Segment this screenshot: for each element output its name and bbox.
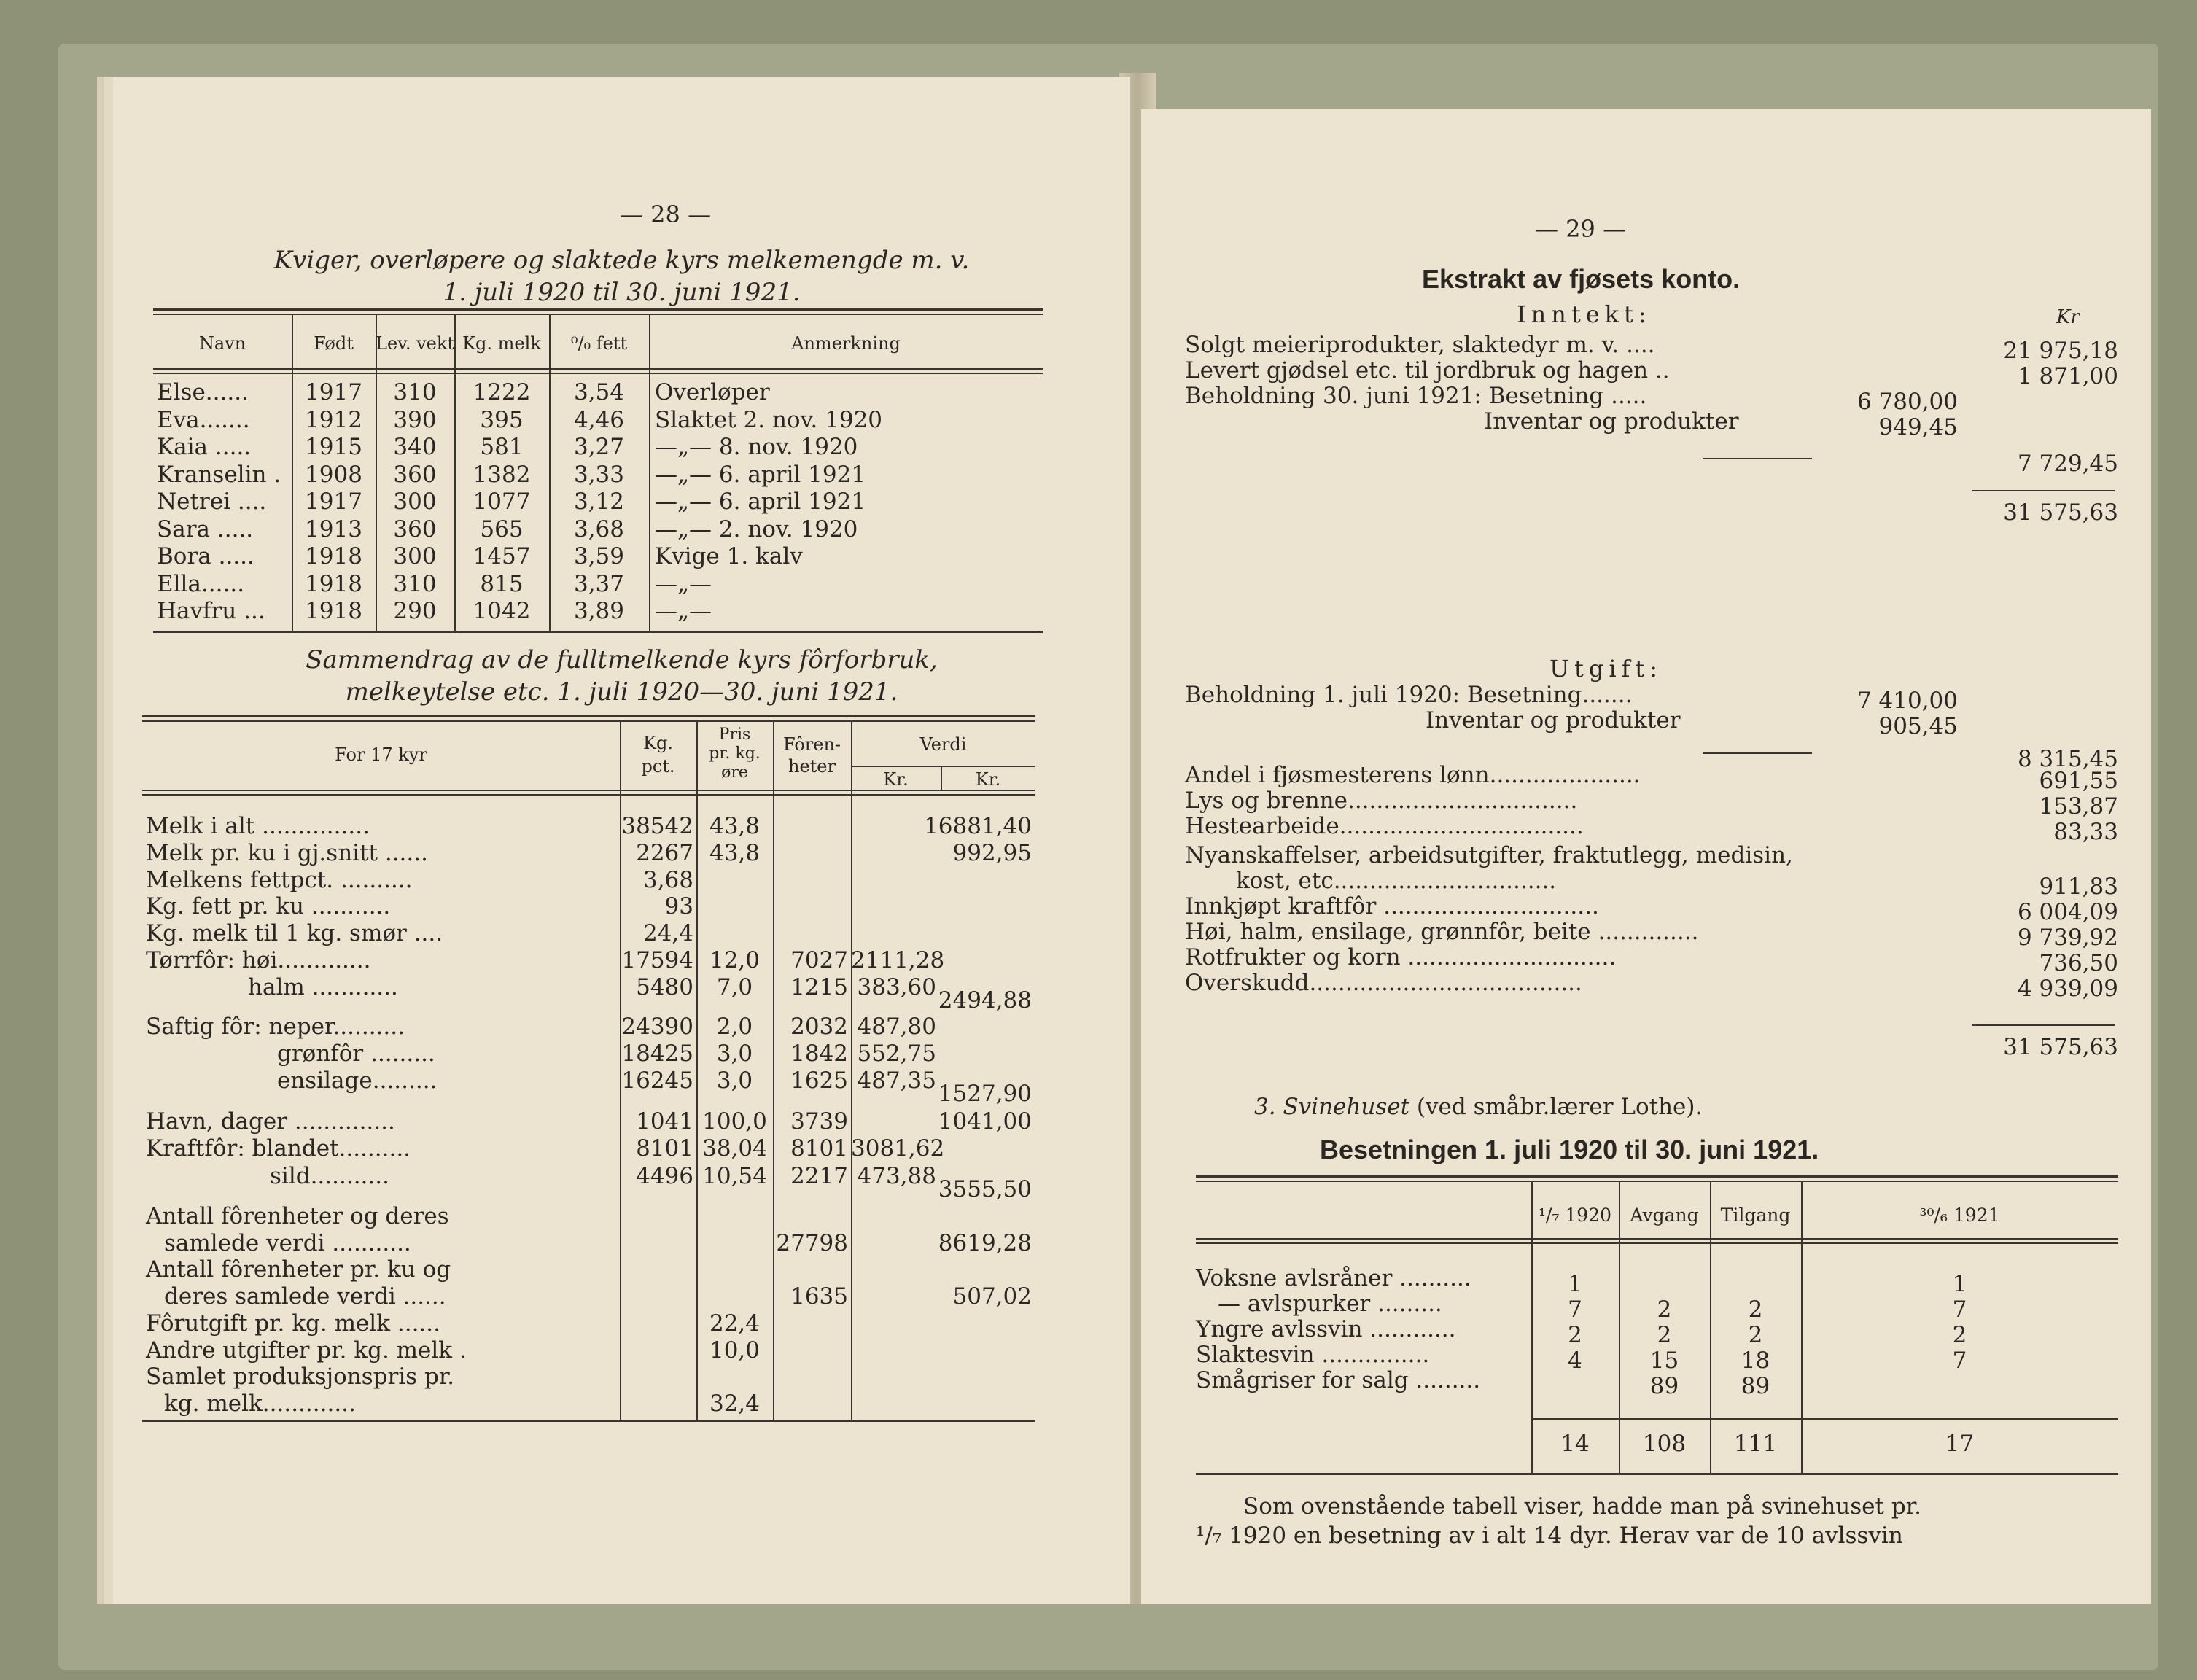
column-header: Født	[314, 333, 354, 354]
table-cell: 487,35	[857, 1068, 936, 1094]
table-cell: 24390	[621, 1014, 693, 1040]
account-label: kost, etc...............................	[1236, 868, 1557, 894]
column-header: Fôren-	[782, 734, 841, 755]
table-cell: 1913	[305, 516, 362, 542]
table-cell: 360	[393, 461, 437, 488]
row-label: deres samlede verdi ......	[164, 1283, 446, 1310]
row-label: Melk pr. ku i gj.snitt ......	[146, 840, 428, 866]
table-rule	[142, 1420, 1035, 1422]
table-cell: Else......	[157, 379, 249, 405]
column-header: For 17 kyr	[335, 744, 427, 765]
account-amount: 4 939,09	[2017, 976, 2118, 1002]
table-cell: 1041	[636, 1108, 693, 1135]
account-label: Andel i fjøsmesterens lønn.....................	[1185, 762, 1641, 788]
table-cell: 4	[1568, 1348, 1582, 1374]
table-cell: 815	[480, 570, 524, 597]
table-rule	[153, 373, 1043, 374]
table-cell: Havfru ...	[157, 598, 265, 624]
table-rule	[153, 631, 1043, 633]
table-cell: 2	[1657, 1296, 1672, 1323]
column-header: ³⁰/₆ 1921	[1919, 1205, 2000, 1226]
total-cell: 14	[1560, 1431, 1590, 1457]
account-label: Solgt meieriprodukter, slaktedyr m. v. ....	[1185, 332, 1655, 358]
page-number: — 29 —	[1535, 215, 1627, 243]
table-cell: —„— 8. nov. 1920	[655, 434, 858, 460]
column-header: Anmerkning	[791, 333, 901, 354]
table-rule	[142, 720, 1035, 722]
column-header: Kr.	[975, 769, 1001, 790]
table-cell: 3,12	[573, 489, 625, 515]
table-cell: 1	[1568, 1271, 1582, 1297]
inntekt-heading: Inntekt:	[1517, 300, 1652, 328]
table-rule	[142, 790, 1035, 791]
table-cell: 93	[664, 893, 693, 919]
table-cell: 18	[1741, 1348, 1770, 1374]
table-cell: Kvige 1. kalv	[655, 543, 803, 569]
row-label: Kg. melk til 1 kg. smør ....	[146, 920, 443, 946]
table-cell: 2494,88	[938, 987, 1032, 1014]
account-amount: 911,83	[2039, 874, 2118, 900]
column-header: Lev. vekt	[376, 333, 455, 354]
table-cell: 3,68	[573, 516, 625, 542]
table-cell: 4,46	[573, 406, 625, 433]
table-cell: Sara .....	[157, 516, 254, 542]
table-cell: 2	[1748, 1296, 1763, 1323]
utgift-heading: Utgift:	[1549, 655, 1663, 682]
account-label: Beholdning 30. juni 1921: Besetning .....	[1185, 383, 1647, 409]
section3-heading	[1254, 1094, 1702, 1120]
table-cell: 2032	[790, 1014, 848, 1040]
table-cell: 10,0	[709, 1337, 761, 1364]
table-cell: 7	[1952, 1296, 1967, 1323]
table-cell: Overløper	[655, 379, 770, 405]
table-cell: 310	[393, 379, 437, 405]
table3-title: Besetningen 1. juli 1920 til 30. juni 1921.	[1320, 1135, 1819, 1164]
table-rule	[1196, 1473, 2118, 1475]
row-label: halm ............	[248, 974, 398, 1000]
sum-rule	[1972, 490, 2115, 491]
table-cell: 3,89	[573, 598, 625, 624]
total-cell: 17	[1945, 1431, 1975, 1457]
table-cell: 2	[1657, 1322, 1672, 1348]
account-label: Inventar og produkter	[1484, 408, 1739, 435]
column-header: Kg.	[643, 733, 673, 753]
account-label: Hestearbeide..................................	[1185, 813, 1584, 839]
table-cell: 3,27	[573, 434, 625, 460]
table-cell: 1215	[790, 974, 848, 1000]
table-cell: 1625	[790, 1068, 848, 1094]
table-cell: 3,0	[716, 1041, 753, 1067]
table-cell: 7	[1568, 1296, 1582, 1323]
table-cell: 1915	[305, 434, 362, 460]
table-cell: 395	[480, 406, 524, 433]
row-label: Antall fôrenheter pr. ku og	[146, 1256, 451, 1283]
table-cell: 565	[480, 516, 524, 542]
table-cell: 10,54	[702, 1163, 767, 1189]
table-rule	[153, 368, 1043, 370]
table-cell: 5480	[636, 974, 693, 1000]
table-cell: 1918	[305, 570, 362, 597]
table-cell: 1912	[305, 406, 362, 433]
table-cell: 1917	[305, 489, 362, 515]
table-cell: 1457	[473, 543, 531, 569]
table-cell: 89	[1741, 1373, 1770, 1399]
table-cell: 2111,28	[851, 947, 945, 973]
table-cell: 27798	[776, 1230, 848, 1256]
table-rule	[1196, 1238, 2118, 1240]
table-cell: Kaia .....	[157, 434, 252, 460]
table-cell: 3,59	[573, 543, 625, 569]
account-amount: 691,55	[2039, 768, 2118, 794]
table-cell: 2	[1952, 1322, 1967, 1348]
column-header: Kg. melk	[462, 333, 541, 354]
table-cell: 12,0	[709, 947, 761, 973]
table-cell: 3,0	[716, 1068, 753, 1094]
column-header: pr. kg.	[709, 744, 761, 763]
row-label: Andre utgifter pr. kg. melk .	[146, 1337, 467, 1364]
sum-rule	[1703, 752, 1812, 754]
account-amount: 1 871,00	[2017, 363, 2118, 389]
table-cell: 8101	[636, 1135, 693, 1162]
account-label: Inventar og produkter	[1426, 707, 1681, 734]
account-subtotal: 905,45	[1878, 713, 1958, 739]
row-label: Melkens fettpct. ..........	[146, 867, 413, 893]
table-cell: 1041,00	[938, 1108, 1032, 1135]
table-cell: 3739	[790, 1108, 848, 1135]
table2-title-line2: melkeytelse etc. 1. juli 1920—30. juni 1921.	[345, 677, 898, 707]
table-cell: Ella......	[157, 570, 245, 597]
table-cell: 3,33	[573, 461, 625, 488]
table-cell: Bora .....	[157, 543, 254, 569]
table-cell: 290	[393, 598, 437, 624]
account-title: Ekstrakt av fjøsets konto.	[1422, 264, 1741, 294]
table-cell: 487,80	[857, 1014, 936, 1040]
account-total: 31 575,63	[2003, 499, 2118, 526]
table-cell: 3,54	[573, 379, 625, 405]
column-header: ⁰/₀ fett	[570, 333, 628, 354]
column-header: Navn	[198, 333, 246, 354]
column-header: heter	[788, 756, 836, 777]
row-label: sild...........	[270, 1163, 389, 1189]
table-cell: 1042	[473, 598, 531, 624]
account-subtotal: 949,45	[1878, 414, 1958, 440]
table-cell: 17594	[621, 947, 693, 973]
table-rule	[1196, 1175, 2118, 1178]
row-label: Yngre avlssvin ............	[1196, 1316, 1456, 1342]
account-label: Levert gjødsel etc. til jordbruk og hagen ..	[1185, 357, 1670, 384]
table-cell: 16245	[621, 1068, 693, 1094]
table-cell: 1918	[305, 598, 362, 624]
table-cell: 1635	[790, 1283, 848, 1310]
table-cell: 1527,90	[938, 1081, 1032, 1107]
table-cell: 1842	[790, 1041, 848, 1067]
account-label: Beholdning 1. juli 1920: Besetning.......	[1185, 682, 1633, 708]
account-amount: 9 739,92	[2017, 925, 2118, 951]
table-cell: 8101	[790, 1135, 848, 1162]
row-label: Antall fôrenheter og deres	[146, 1203, 449, 1229]
table-rule	[153, 308, 1043, 311]
row-label: Saftig fôr: neper..........	[146, 1014, 405, 1040]
table-cell: 32,4	[709, 1391, 761, 1417]
table-cell: 22,4	[709, 1310, 761, 1337]
table-cell: 390	[393, 406, 437, 433]
table-cell: 2217	[790, 1163, 848, 1189]
table-cell: 992,95	[952, 840, 1032, 866]
table-rule	[851, 766, 1035, 767]
table-cell: 2,0	[716, 1014, 753, 1040]
table-cell: 38,04	[702, 1135, 767, 1162]
table-cell: 100,0	[702, 1108, 767, 1135]
table-cell: 2267	[636, 840, 693, 866]
table-rule	[142, 715, 1035, 718]
table-cell: 360	[393, 516, 437, 542]
column-header: Verdi	[919, 734, 967, 755]
table-cell: 552,75	[857, 1041, 936, 1067]
table-cell: 300	[393, 489, 437, 515]
account-amount: 6 004,09	[2017, 899, 2118, 925]
table-cell: 38542	[621, 813, 693, 839]
table-cell: 1917	[305, 379, 362, 405]
row-label: — avlspurker .........	[1218, 1291, 1442, 1317]
row-label: Kraftfôr: blandet..........	[146, 1135, 411, 1162]
sum-rule	[1703, 458, 1812, 459]
table-cell: —„—	[655, 598, 712, 624]
row-label: Tørrfôr: høi.............	[146, 947, 371, 973]
row-label: Smågriser for salg .........	[1196, 1367, 1481, 1393]
currency-mark: Kr	[2056, 306, 2080, 328]
table-cell: 4496	[636, 1163, 693, 1189]
table-cell: 340	[393, 434, 437, 460]
account-subtotal: 7 410,00	[1856, 688, 1958, 714]
column-header: Tilgang	[1720, 1205, 1791, 1226]
account-amount: 21 975,18	[2003, 338, 2118, 364]
table-rule	[142, 794, 1035, 796]
table-cell: 310	[393, 570, 437, 597]
account-amount: 736,50	[2039, 950, 2118, 976]
account-label: Høi, halm, ensilage, grønnfôr, beite ..............	[1185, 919, 1699, 945]
row-label: Melk i alt ...............	[146, 813, 370, 839]
account-amount: 8 315,45	[2017, 746, 2118, 772]
account-amount: 7 729,45	[2017, 451, 2118, 477]
row-label: Slaktesvin ...............	[1196, 1342, 1430, 1368]
table-cell: 43,8	[709, 813, 761, 839]
table-cell: 383,60	[857, 974, 936, 1000]
table-cell: 1077	[473, 489, 531, 515]
row-label: Samlet produksjonspris pr.	[146, 1364, 455, 1390]
row-label: Havn, dager ..............	[146, 1108, 395, 1135]
right-page	[1141, 109, 2151, 1604]
table-cell: 3555,50	[938, 1176, 1032, 1202]
page-number: — 28 —	[620, 201, 712, 228]
table-cell: 8619,28	[938, 1230, 1032, 1256]
table-cell: —„—	[655, 570, 712, 597]
table-cell: 15	[1649, 1348, 1679, 1374]
account-amount: 83,33	[2053, 819, 2118, 845]
table-cell: 7	[1952, 1348, 1967, 1374]
table-cell: 1222	[473, 379, 531, 405]
account-label: Nyanskaffelser, arbeidsutgifter, fraktutlegg, medisin,	[1185, 842, 1793, 868]
account-label: Rotfrukter og korn .............................	[1185, 944, 1617, 971]
table-rule	[153, 314, 1043, 315]
table-cell: —„— 6. april 1921	[655, 489, 866, 515]
account-total: 31 575,63	[2003, 1034, 2118, 1060]
left-page	[113, 77, 1130, 1604]
table-cell: Netrei ....	[157, 489, 267, 515]
row-label: Voksne avlsråner ..........	[1196, 1265, 1471, 1291]
table-cell: 3081,62	[851, 1135, 945, 1162]
column-header: øre	[721, 763, 748, 782]
account-label: Innkjøpt kraftfôr ..............................	[1185, 893, 1599, 919]
column-rule	[649, 314, 650, 631]
table-cell: 1908	[305, 461, 362, 488]
table-rule	[1196, 1242, 2118, 1244]
table-cell: 16881,40	[924, 813, 1032, 839]
row-label: Fôrutgift pr. kg. melk ......	[146, 1310, 440, 1337]
table-cell: 43,8	[709, 840, 761, 866]
table-cell: 581	[480, 434, 524, 460]
account-subtotal: 6 780,00	[1856, 389, 1958, 415]
column-header: pct.	[641, 756, 675, 777]
row-label: Kg. fett pr. ku ...........	[146, 893, 391, 919]
account-label: Lys og brenne................................	[1185, 788, 1578, 814]
total-cell: 108	[1642, 1431, 1687, 1457]
table-cell: 1	[1952, 1271, 1967, 1297]
table-cell: 3,37	[573, 570, 625, 597]
table1-title-line2: 1. juli 1920 til 30. juni 1921.	[443, 278, 801, 307]
section3-number: 3. Svinehuset	[1254, 1094, 1410, 1120]
table2-title-line1: Sammendrag av de fulltmelkende kyrs fôrforbruk,	[306, 645, 938, 674]
table-cell: 300	[393, 543, 437, 569]
total-cell: 111	[1733, 1431, 1778, 1457]
table-cell: —„— 6. april 1921	[655, 461, 866, 488]
column-header: Kr.	[883, 769, 909, 790]
table-cell: 89	[1649, 1373, 1679, 1399]
table-cell: Slaktet 2. nov. 1920	[655, 406, 883, 433]
section3-note: (ved småbr.lærer Lothe).	[1416, 1094, 1703, 1120]
sum-rule	[1972, 1024, 2115, 1026]
table-cell: 24,4	[642, 920, 693, 946]
column-header: ¹/₇ 1920	[1538, 1205, 1612, 1226]
footer-text-line2: ¹/₇ 1920 en besetning av i alt 14 dyr. Herav var de 10 avlssvin	[1196, 1522, 1903, 1549]
account-label: Overskudd......................................	[1185, 970, 1582, 996]
table1-title-line1: Kviger, overløpere og slaktede kyrs melkemengde m. v.	[273, 246, 970, 275]
table-cell: Kranselin .	[157, 461, 281, 488]
table-rule	[1196, 1181, 2118, 1182]
table-cell: 2	[1568, 1322, 1582, 1348]
table-cell: 507,02	[952, 1283, 1032, 1310]
table-cell: 7,0	[716, 974, 753, 1000]
column-header: Avgang	[1630, 1205, 1699, 1226]
table-cell: Eva.......	[157, 406, 250, 433]
table-cell: 3,68	[642, 867, 693, 893]
row-label: samlede verdi ...........	[164, 1230, 411, 1256]
table-cell: 1918	[305, 543, 362, 569]
row-label: grønfôr .........	[277, 1041, 435, 1067]
footer-text-line1: Som ovenstående tabell viser, hadde man på svinehuset pr.	[1243, 1493, 1921, 1520]
column-header: Pris	[718, 726, 751, 744]
table-cell: 1382	[473, 461, 531, 488]
row-label: ensilage.........	[277, 1068, 438, 1094]
table-cell: 7027	[790, 947, 848, 973]
table-cell: 473,88	[857, 1163, 936, 1189]
table-cell: 18425	[621, 1041, 693, 1067]
table-cell: —„— 2. nov. 1920	[655, 516, 858, 542]
row-label: kg. melk.............	[164, 1391, 356, 1417]
table-cell: 2	[1748, 1322, 1763, 1348]
account-amount: 153,87	[2039, 793, 2118, 820]
